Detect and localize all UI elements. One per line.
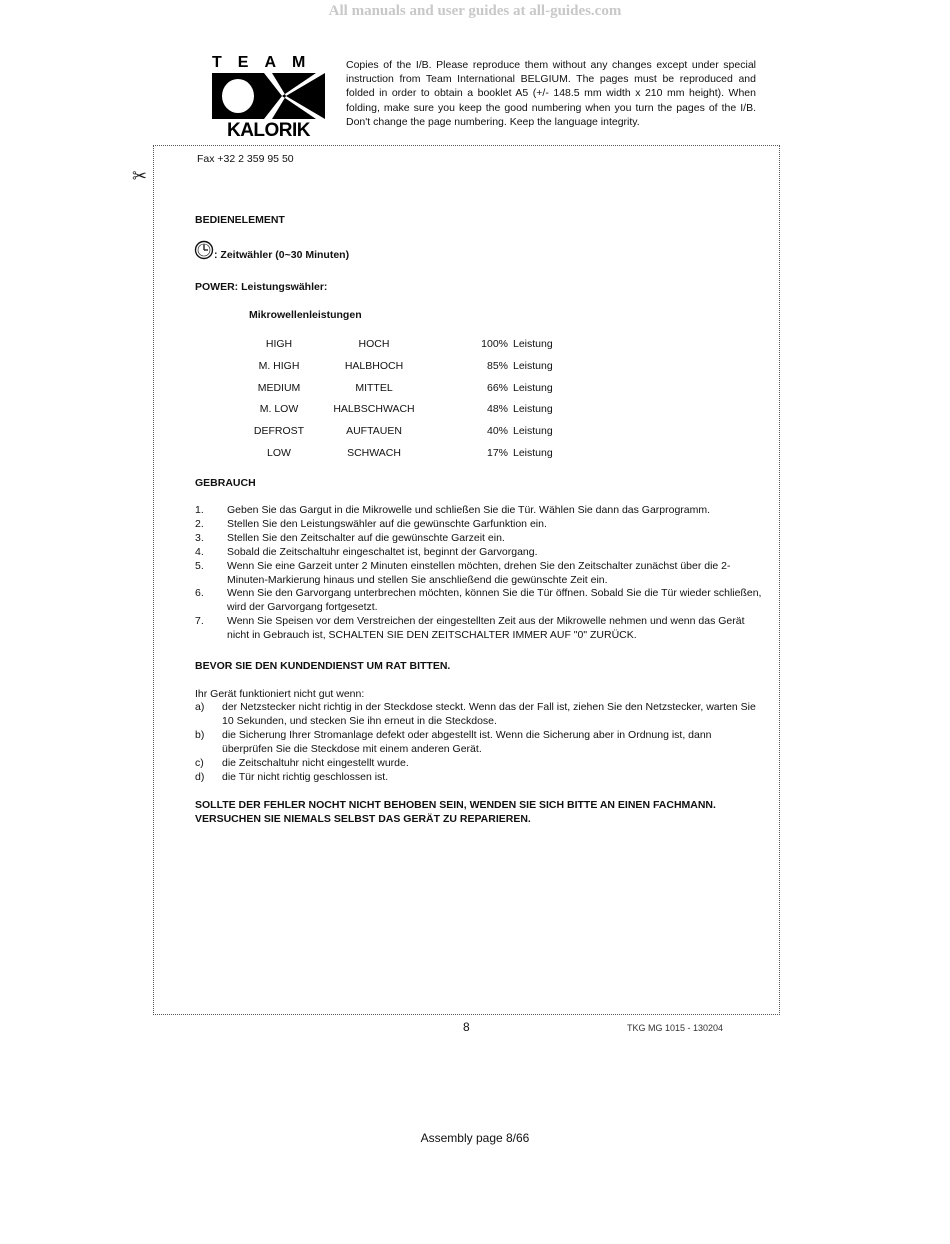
power-en: HIGH xyxy=(265,338,293,350)
microwave-power-heading: Mikrowellenleistungen xyxy=(249,309,362,321)
list-item xyxy=(195,701,765,729)
power-de: MITTEL xyxy=(355,381,393,394)
step-number: 4. xyxy=(195,545,204,558)
power-unit: Leistung xyxy=(513,446,553,459)
power-percent: 100% xyxy=(481,338,508,350)
power-percent: 48% xyxy=(486,403,508,416)
warning-line-1: SOLLTE DER FEHLER NOCHT NICHT BEHOBEN SEIN, WENDEN SIE SICH BITTE AN EINEN FACHMANN. xyxy=(195,799,716,811)
power-unit: Leistung xyxy=(513,403,553,416)
item-text: die Sicherung Ihrer Stromanlage defekt oder abgestellt ist. Wenn die Sicherung aber in Ordnung ist, dann überprüfen Sie die Steckdose mit einem anderen Gerät. xyxy=(222,728,712,755)
list-item xyxy=(195,504,765,518)
power-label: POWER: Leistungswähler: xyxy=(195,281,328,293)
item-letter: a) xyxy=(195,701,205,713)
power-unit: Leistung xyxy=(513,359,553,372)
power-percent: 66% xyxy=(486,381,508,394)
step-number: 5. xyxy=(195,559,204,572)
step-text: Geben Sie das Gargut in die Mikrowelle und schließen Sie die Tür. Wählen Sie dann das Garprogramm. xyxy=(227,504,711,516)
step-text: Sobald die Zeitschaltuhr eingeschaltet ist, beginnt der Garvorgang. xyxy=(227,545,538,558)
list-item xyxy=(195,546,765,560)
item-text: die Zeitschaltuhr nicht eingestellt wurde. xyxy=(222,756,409,769)
item-text: die Tür nicht richtig geschlossen ist. xyxy=(222,770,389,783)
power-en: LOW xyxy=(267,446,291,459)
section-usage-heading: GEBRAUCH xyxy=(195,477,256,489)
logo-kalorik-text: KALORIK xyxy=(226,120,311,141)
step-number: 6. xyxy=(195,587,204,600)
fax-number: Fax +32 2 359 95 50 xyxy=(197,153,294,165)
list-item xyxy=(195,587,765,615)
item-letter: c) xyxy=(195,756,204,769)
power-percent: 17% xyxy=(486,446,508,459)
power-de: HOCH xyxy=(358,338,390,350)
step-text: Wenn Sie den Garvorgang unterbrechen möchten, können Sie die Tür öffnen. Sobald Sie die Tür wieder schließen, wird der Garvorgang fortgesetzt. xyxy=(227,587,762,614)
watermark: All manuals and user guides at all-guides.com xyxy=(328,3,622,19)
power-de: HALBHOCH xyxy=(344,359,404,372)
power-de: AUFTAUEN xyxy=(346,425,402,438)
power-en: MEDIUM xyxy=(257,381,301,394)
step-text: Stellen Sie den Zeitschalter auf die gewünschte Garzeit ein. xyxy=(227,531,505,544)
power-unit: Leistung xyxy=(513,381,553,394)
item-letter: d) xyxy=(195,770,205,783)
step-text: Wenn Sie eine Garzeit unter 2 Minuten einstellen möchten, drehen Sie den Zeitschalter zunächst über die 2-Minuten-Markierung hinaus und stellen Sie anschließend die gewünschte Zeit ein. xyxy=(227,559,731,586)
power-de: SCHWACH xyxy=(347,446,401,459)
section-controls-heading: BEDIENELEMENT xyxy=(195,214,285,226)
section-service-heading: BEVOR SIE DEN KUNDENDIENST UM RAT BITTEN. xyxy=(195,660,451,672)
list-item xyxy=(195,560,765,588)
timer-label: : Zeitwähler (0~30 Minuten) xyxy=(214,249,350,261)
logo-team-text: TEAM xyxy=(212,54,322,71)
step-number: 2. xyxy=(195,517,204,530)
service-intro: Ihr Gerät funktioniert nicht gut wenn: xyxy=(195,688,365,700)
page-number: 8 xyxy=(463,1020,470,1034)
power-de: HALBSCHWACH xyxy=(333,403,415,416)
list-item xyxy=(195,729,765,757)
assembly-page-label: Assembly page 8/66 xyxy=(420,1131,530,1145)
team-kalorik-logo xyxy=(212,55,325,140)
repair-warning xyxy=(195,798,755,826)
power-unit: Leistung xyxy=(513,338,553,350)
logo-mark-icon xyxy=(212,73,325,119)
service-items-list xyxy=(195,701,765,784)
item-letter: b) xyxy=(195,728,205,741)
reproduction-instructions: Copies of the I/B. Please reproduce them without any changes except under special instruction from Team International BELGIUM. The pages must be reproduced and folded in order to obtain a booklet A5 (+/- 148.5 mm width x 210 mm height). When folding, make sure you keep the good numbering when you turn the pages of the I/B. Don't change the page numbering. Keep the language integrity. xyxy=(346,59,756,128)
list-item xyxy=(195,757,765,771)
power-unit: Leistung xyxy=(513,425,553,438)
timer-row xyxy=(194,240,349,261)
list-item xyxy=(195,771,765,785)
warning-line-2: VERSUCHEN SIE NIEMALS SELBST DAS GERÄT ZU REPARIEREN. xyxy=(195,813,531,825)
usage-steps-list xyxy=(195,504,765,643)
document-code: TKG MG 1015 - 130204 xyxy=(627,1023,724,1033)
power-en: M. LOW xyxy=(259,403,299,416)
list-item xyxy=(195,518,765,532)
item-text: der Netzstecker nicht richtig in der Steckdose steckt. Wenn das der Fall ist, ziehen Sie den Netzstecker, warten Sie 10 Sekunden, und stecken Sie ihn erneut in die Steckdose. xyxy=(222,701,756,727)
scissors-icon: ✂ xyxy=(132,166,148,187)
timer-icon xyxy=(194,240,214,260)
power-percent: 40% xyxy=(486,425,508,438)
step-text: Stellen Sie den Leistungswähler auf die gewünschte Garfunktion ein. xyxy=(227,517,547,530)
list-item xyxy=(195,615,765,643)
power-en: DEFROST xyxy=(253,425,305,438)
step-number: 3. xyxy=(195,531,204,544)
list-item xyxy=(195,532,765,546)
step-number: 1. xyxy=(195,504,204,516)
step-number: 7. xyxy=(195,615,204,628)
step-text: Wenn Sie Speisen vor dem Verstreichen der eingestellten Zeit aus der Mikrowelle nehmen und wenn das Gerät nicht in Gebrauch ist, SCHALTEN SIE DEN ZEITSCHALTER IMMER AUF "0" ZURÜCK. xyxy=(227,615,745,642)
power-percent: 85% xyxy=(486,359,508,372)
power-en: M. HIGH xyxy=(258,359,300,372)
